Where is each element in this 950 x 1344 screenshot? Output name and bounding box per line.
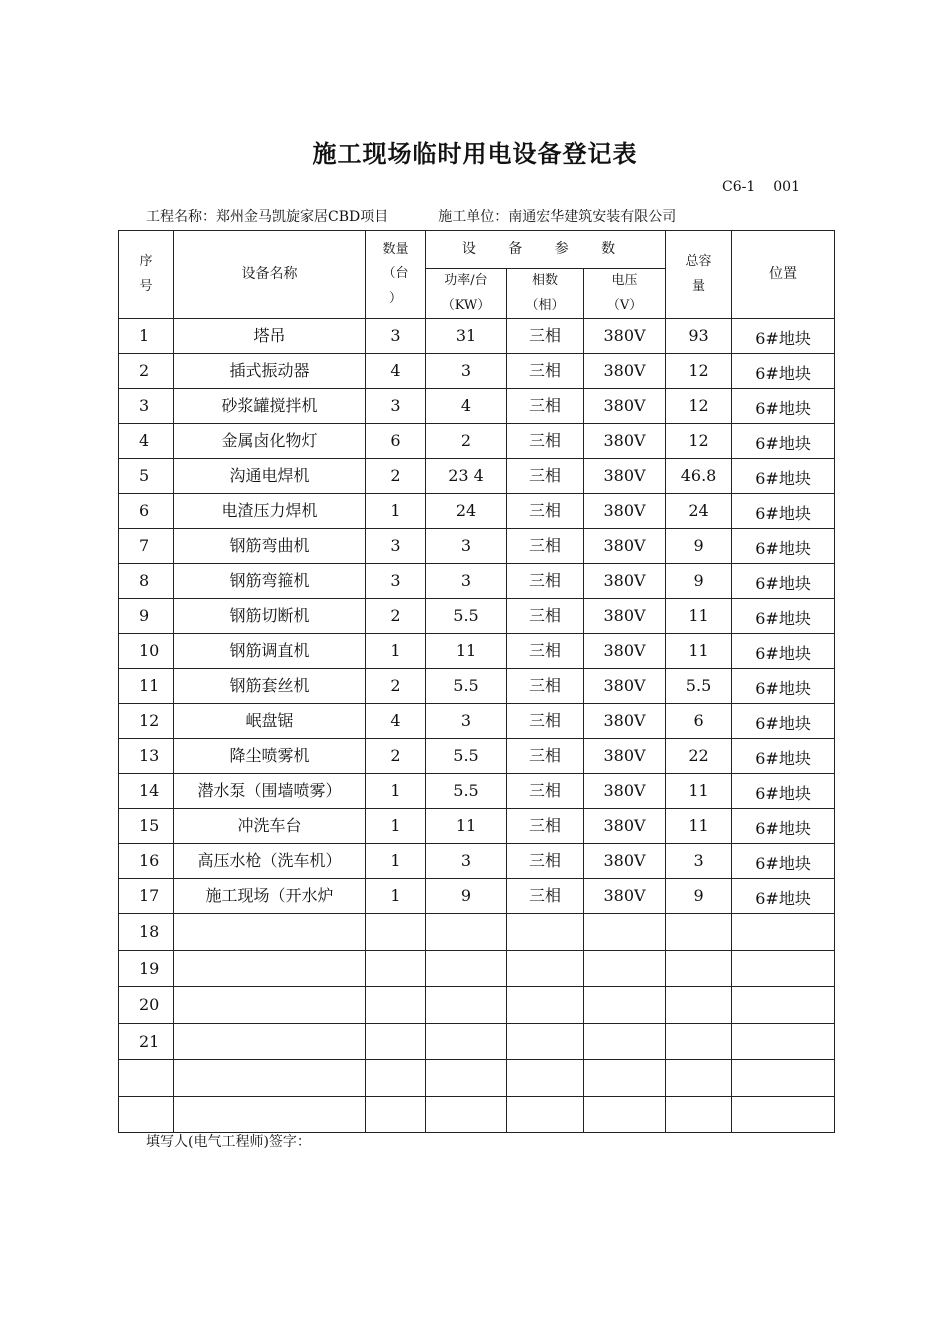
cell-power: 5.5	[426, 599, 507, 634]
table-row	[119, 354, 835, 389]
cell-power	[426, 950, 507, 987]
cell-name: 潜水泵（围墙喷雾）	[174, 774, 366, 809]
cell-voltage	[584, 987, 666, 1024]
cell-phase: 三相	[507, 669, 584, 704]
cell-name: 插式振动器	[174, 354, 366, 389]
cell-total	[666, 914, 732, 951]
cell-qty: 4	[366, 354, 426, 389]
header-phase	[507, 269, 584, 319]
cell-name: 冲洗车台	[174, 809, 366, 844]
cell-qty: 2	[366, 669, 426, 704]
table-row	[119, 599, 835, 634]
form-code-number: C6-1	[722, 179, 756, 195]
table-row	[119, 529, 835, 564]
cell-qty: 2	[366, 739, 426, 774]
cell-power: 3	[426, 564, 507, 599]
cell-power	[426, 914, 507, 951]
cell-position: 6#地块	[732, 739, 835, 774]
cell-voltage	[584, 914, 666, 951]
header-params: 设 备 参 数	[426, 231, 666, 269]
cell-phase: 三相	[507, 879, 584, 914]
table-row	[119, 1096, 835, 1133]
cell-name: 降尘喷雾机	[174, 739, 366, 774]
project-name: 工程名称：郑州金马凯旋家居CBD项目	[146, 209, 389, 225]
cell-position: 6#地块	[732, 634, 835, 669]
table-row	[119, 739, 835, 774]
cell-phase: 三相	[507, 494, 584, 529]
cell-qty: 1	[366, 634, 426, 669]
cell-qty: 2	[366, 459, 426, 494]
cell-power: 11	[426, 809, 507, 844]
cell-no: 8	[119, 564, 174, 599]
cell-position: 6#地块	[732, 809, 835, 844]
table-body	[119, 319, 835, 1133]
cell-qty: 2	[366, 599, 426, 634]
cell-name: 沟通电焊机	[174, 459, 366, 494]
table-row	[119, 914, 835, 951]
cell-no: 9	[119, 599, 174, 634]
cell-total: 5.5	[666, 669, 732, 704]
cell-power	[426, 1096, 507, 1133]
table-row	[119, 950, 835, 987]
cell-phase: 三相	[507, 424, 584, 459]
table-row	[119, 424, 835, 459]
cell-no: 14	[119, 774, 174, 809]
cell-total	[666, 1096, 732, 1133]
cell-position: 6#地块	[732, 424, 835, 459]
cell-no: 19	[119, 950, 174, 987]
cell-total: 24	[666, 494, 732, 529]
cell-voltage: 380V	[584, 809, 666, 844]
cell-total: 46.8	[666, 459, 732, 494]
cell-name: 钢筋弯曲机	[174, 529, 366, 564]
cell-name: 电渣压力焊机	[174, 494, 366, 529]
cell-position: 6#地块	[732, 354, 835, 389]
cell-voltage: 380V	[584, 354, 666, 389]
table-row	[119, 774, 835, 809]
cell-no: 18	[119, 914, 174, 951]
cell-total: 9	[666, 564, 732, 599]
table-row	[119, 1023, 835, 1060]
cell-no: 3	[119, 389, 174, 424]
cell-voltage: 380V	[584, 529, 666, 564]
cell-voltage: 380V	[584, 424, 666, 459]
cell-power	[426, 987, 507, 1024]
cell-power	[426, 1023, 507, 1060]
cell-power: 23 4	[426, 459, 507, 494]
cell-voltage: 380V	[584, 879, 666, 914]
cell-phase: 三相	[507, 704, 584, 739]
cell-qty: 3	[366, 389, 426, 424]
header-phase-text: 相数 （相）	[525, 273, 565, 313]
cell-total: 11	[666, 809, 732, 844]
cell-voltage: 380V	[584, 494, 666, 529]
cell-phase	[507, 950, 584, 987]
cell-total: 11	[666, 634, 732, 669]
cell-position: 6#地块	[732, 529, 835, 564]
cell-qty: 1	[366, 844, 426, 879]
cell-qty: 1	[366, 774, 426, 809]
cell-position: 6#地块	[732, 669, 835, 704]
cell-qty	[366, 914, 426, 951]
header-qty-text: 数量 （台 ）	[382, 241, 409, 307]
cell-name: 金属卤化物灯	[174, 424, 366, 459]
form-code	[722, 179, 800, 195]
cell-position	[732, 914, 835, 951]
table-row	[119, 319, 835, 354]
cell-voltage: 380V	[584, 844, 666, 879]
cell-qty	[366, 950, 426, 987]
cell-no: 17	[119, 879, 174, 914]
header-total	[666, 231, 732, 319]
cell-no: 15	[119, 809, 174, 844]
cell-position: 6#地块	[732, 564, 835, 599]
cell-voltage: 380V	[584, 634, 666, 669]
cell-power: 3	[426, 844, 507, 879]
cell-phase: 三相	[507, 389, 584, 424]
cell-phase: 三相	[507, 564, 584, 599]
cell-position	[732, 987, 835, 1024]
cell-power: 4	[426, 389, 507, 424]
cell-name: 岷盘锯	[174, 704, 366, 739]
cell-power: 5.5	[426, 669, 507, 704]
cell-phase: 三相	[507, 844, 584, 879]
cell-phase: 三相	[507, 809, 584, 844]
cell-power: 3	[426, 704, 507, 739]
cell-power: 24	[426, 494, 507, 529]
cell-position: 6#地块	[732, 599, 835, 634]
cell-no: 6	[119, 494, 174, 529]
cell-name: 钢筋套丝机	[174, 669, 366, 704]
cell-name	[174, 1023, 366, 1060]
cell-position: 6#地块	[732, 879, 835, 914]
cell-no: 7	[119, 529, 174, 564]
cell-name: 高压水枪（洗车机）	[174, 844, 366, 879]
cell-voltage	[584, 1096, 666, 1133]
cell-qty: 3	[366, 529, 426, 564]
cell-phase: 三相	[507, 739, 584, 774]
form-serial-number: 001	[773, 179, 800, 195]
header-total-text: 总容 量	[685, 254, 712, 294]
cell-position: 6#地块	[732, 319, 835, 354]
header-name: 设备名称	[174, 231, 366, 319]
cell-no: 4	[119, 424, 174, 459]
header-power	[426, 269, 507, 319]
cell-voltage	[584, 1023, 666, 1060]
cell-total: 11	[666, 774, 732, 809]
cell-power: 2	[426, 424, 507, 459]
cell-position	[732, 1023, 835, 1060]
cell-no: 12	[119, 704, 174, 739]
cell-no: 1	[119, 319, 174, 354]
cell-total: 9	[666, 879, 732, 914]
cell-total: 3	[666, 844, 732, 879]
cell-no: 20	[119, 987, 174, 1024]
table-row	[119, 494, 835, 529]
header-power-text: 功率/台 （KW）	[441, 273, 491, 313]
cell-no	[119, 1060, 174, 1097]
cell-qty: 1	[366, 494, 426, 529]
cell-voltage: 380V	[584, 389, 666, 424]
cell-no: 2	[119, 354, 174, 389]
cell-no: 10	[119, 634, 174, 669]
cell-name	[174, 987, 366, 1024]
cell-phase: 三相	[507, 354, 584, 389]
cell-name: 钢筋调直机	[174, 634, 366, 669]
cell-power: 9	[426, 879, 507, 914]
cell-voltage	[584, 950, 666, 987]
cell-name	[174, 950, 366, 987]
cell-position: 6#地块	[732, 704, 835, 739]
cell-voltage: 380V	[584, 669, 666, 704]
cell-total: 9	[666, 529, 732, 564]
cell-total	[666, 950, 732, 987]
cell-power: 5.5	[426, 739, 507, 774]
cell-voltage: 380V	[584, 774, 666, 809]
cell-name	[174, 1096, 366, 1133]
cell-phase	[507, 987, 584, 1024]
equipment-registry-table	[118, 230, 835, 1133]
cell-total: 12	[666, 389, 732, 424]
signature-line: 填写人(电气工程师)签字：	[146, 1134, 311, 1150]
cell-phase	[507, 1096, 584, 1133]
table-row	[119, 634, 835, 669]
table-row	[119, 987, 835, 1024]
cell-qty	[366, 1096, 426, 1133]
cell-power: 3	[426, 354, 507, 389]
document-title: 施工现场临时用电设备登记表	[312, 139, 638, 168]
header-voltage	[584, 269, 666, 319]
cell-voltage: 380V	[584, 599, 666, 634]
table-row	[119, 389, 835, 424]
cell-phase: 三相	[507, 634, 584, 669]
cell-phase	[507, 914, 584, 951]
cell-voltage: 380V	[584, 459, 666, 494]
cell-voltage: 380V	[584, 319, 666, 354]
table-row	[119, 564, 835, 599]
cell-qty	[366, 1023, 426, 1060]
cell-total	[666, 1023, 732, 1060]
header-qty	[366, 231, 426, 319]
header-position: 位置	[732, 231, 835, 319]
cell-total: 93	[666, 319, 732, 354]
table-row	[119, 879, 835, 914]
cell-position: 6#地块	[732, 459, 835, 494]
cell-position	[732, 1060, 835, 1097]
table-row	[119, 669, 835, 704]
cell-name: 钢筋切断机	[174, 599, 366, 634]
cell-voltage	[584, 1060, 666, 1097]
cell-phase: 三相	[507, 599, 584, 634]
cell-total	[666, 1060, 732, 1097]
cell-qty	[366, 1060, 426, 1097]
cell-power: 3	[426, 529, 507, 564]
table-row	[119, 459, 835, 494]
cell-power: 5.5	[426, 774, 507, 809]
cell-qty: 1	[366, 809, 426, 844]
cell-name	[174, 1060, 366, 1097]
cell-phase: 三相	[507, 774, 584, 809]
cell-total: 22	[666, 739, 732, 774]
cell-power: 31	[426, 319, 507, 354]
header-seq-text: 序 号	[139, 254, 153, 294]
table-row	[119, 1060, 835, 1097]
cell-voltage: 380V	[584, 704, 666, 739]
cell-position: 6#地块	[732, 844, 835, 879]
cell-phase	[507, 1023, 584, 1060]
cell-phase: 三相	[507, 319, 584, 354]
cell-name: 钢筋弯箍机	[174, 564, 366, 599]
header-seq	[119, 231, 174, 319]
cell-voltage: 380V	[584, 739, 666, 774]
cell-phase: 三相	[507, 459, 584, 494]
cell-total: 12	[666, 424, 732, 459]
cell-voltage: 380V	[584, 564, 666, 599]
cell-total	[666, 987, 732, 1024]
cell-no: 11	[119, 669, 174, 704]
construction-unit: 施工单位：南通宏华建筑安装有限公司	[438, 209, 677, 225]
cell-phase: 三相	[507, 529, 584, 564]
cell-position: 6#地块	[732, 389, 835, 424]
cell-qty: 4	[366, 704, 426, 739]
cell-position	[732, 950, 835, 987]
table-row	[119, 704, 835, 739]
cell-qty	[366, 987, 426, 1024]
table-row	[119, 844, 835, 879]
cell-no: 21	[119, 1023, 174, 1060]
cell-power	[426, 1060, 507, 1097]
cell-no: 16	[119, 844, 174, 879]
cell-name: 塔吊	[174, 319, 366, 354]
cell-name: 砂浆罐搅拌机	[174, 389, 366, 424]
cell-position: 6#地块	[732, 494, 835, 529]
cell-position	[732, 1096, 835, 1133]
cell-phase	[507, 1060, 584, 1097]
cell-qty: 1	[366, 879, 426, 914]
cell-qty: 3	[366, 564, 426, 599]
cell-total: 12	[666, 354, 732, 389]
cell-name: 施工现场（开水炉	[174, 879, 366, 914]
cell-position: 6#地块	[732, 774, 835, 809]
cell-total: 11	[666, 599, 732, 634]
cell-no	[119, 1096, 174, 1133]
table-row	[119, 809, 835, 844]
project-info	[146, 206, 676, 226]
cell-name	[174, 914, 366, 951]
cell-power: 11	[426, 634, 507, 669]
cell-no: 5	[119, 459, 174, 494]
cell-no: 13	[119, 739, 174, 774]
cell-qty: 3	[366, 319, 426, 354]
cell-total: 6	[666, 704, 732, 739]
header-voltage-text: 电压 （V）	[606, 273, 643, 313]
cell-qty: 6	[366, 424, 426, 459]
